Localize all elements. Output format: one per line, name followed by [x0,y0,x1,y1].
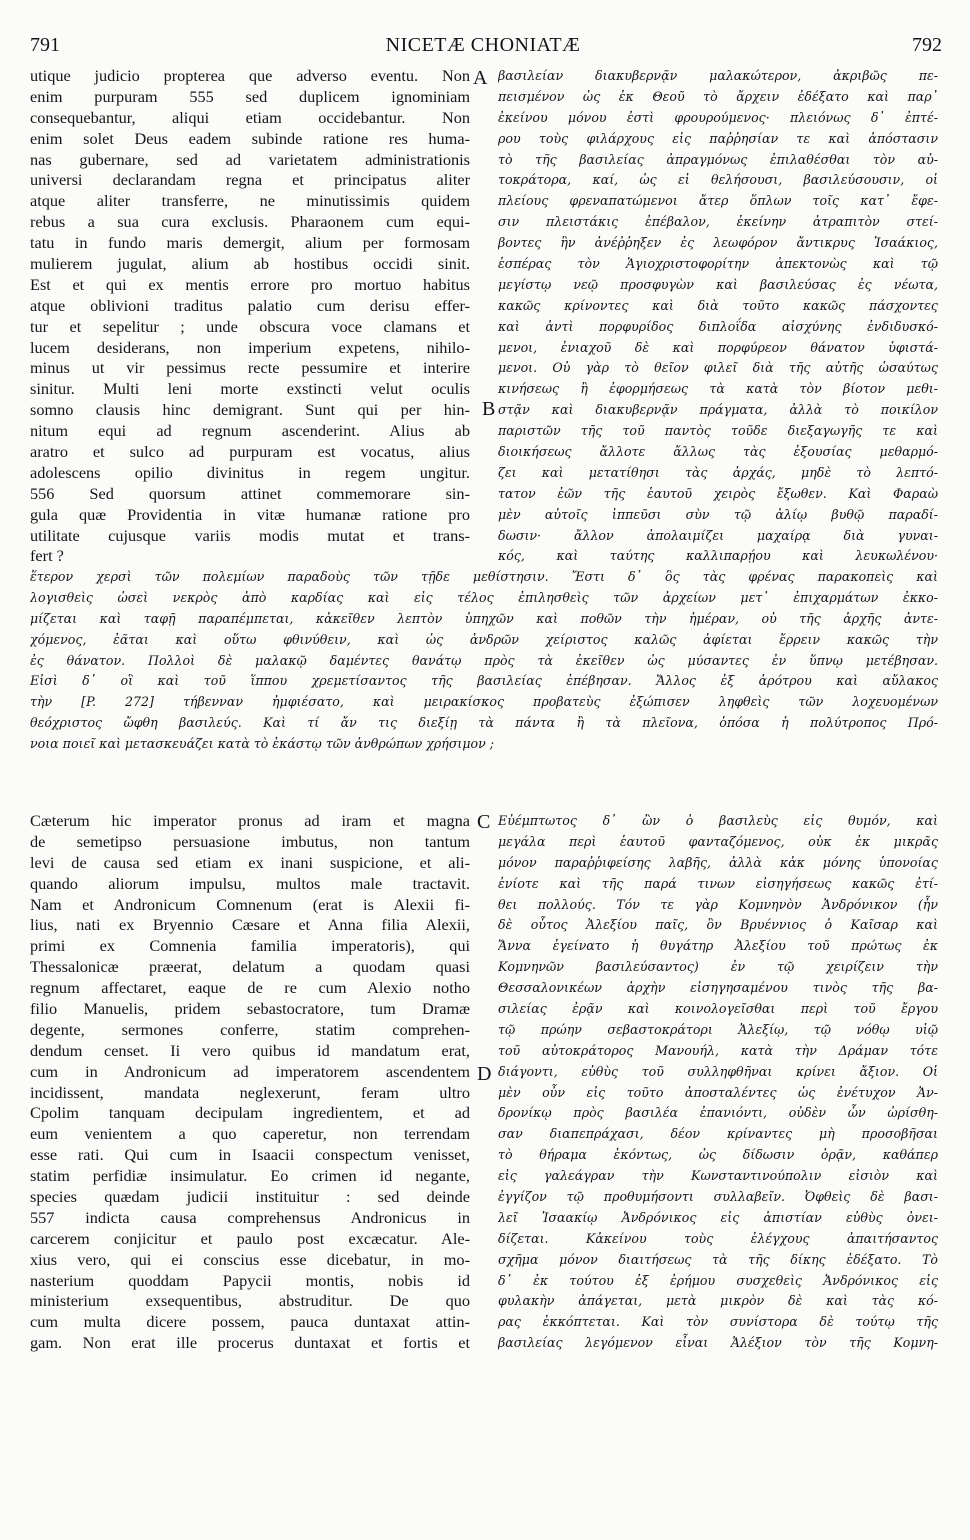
greek-text-line: μεγίστῳ νεῷ προσφυγὼν καὶ βασιλεύσας ἐς νέωτα, [498,276,938,292]
greek-text-line: καὶ ἀντὶ πορφυρίδος διπλοΐδα αἰσχύνης ἐνδιδυσκό- [498,318,938,334]
latin-text-line: Thessalonicæ præerat, delatum a quodam quasi [30,957,470,977]
greek-text-line: ἐκείνου μόνου ἐστὶ φρουρούμενος· πλειόνως δ᾽ ἐπτέ- [498,109,938,125]
latin-text-line: tatu in fundo maris demergit, alium per formosam [30,233,470,253]
latin-text-line: nitum equi ad regnum ascenderint. Alius ab [30,421,470,441]
greek-text-line: σχῆμα μόνον διαιτήσεως τὰ τῆς δίκης ἐδέξατο. Τὸ [498,1251,938,1267]
latin-text-line: 556 Sed quorsum attinet commemorare sin- [30,483,470,503]
latin-text-line: utilitate cujusque variis modis mutat et trans- [30,525,470,545]
greek-text-line: διάγοντι, εὐθὺς τοῦ συλληφθῆναι κρίνει ἄξιον. Οἱ [498,1063,938,1079]
latin-text-line: carcerem conjicitur et paulo post excæcatur. Ale- [30,1228,470,1248]
greek-text-line: εἰς γαλεάγραν τὴν Κωνσταντινούπολιν εἰσιὸν καὶ [498,1168,938,1184]
latin-text-line: lius, nati ex Bryennio Cæsare et Anna filia Alexii, [30,915,470,935]
latin-column-bottom [30,811,470,1354]
greek-text-line: τὴν [P. 272] τήβενναν ἠμφιέσατο, καὶ μειρακίσκος προβατεὺς ἐξώπισεν ληφθεὶς τῶν λοχευομένων [30,694,938,710]
latin-text-line: universi declarandam regna et principatus aliter [30,170,470,190]
greek-text-line: Θεσσαλονικέων ἀρχὴν εἰσηγησαμένου τινὸς τῆς βα- [498,980,938,996]
greek-text-line: τατον ἐῶν τῆς ἑαυτοῦ χειρὸς ἔξωθεν. Καὶ Φαραὼ [498,485,938,501]
greek-text-line: σιν πλειστάκις ἐπέβαλον, ἐκείνην ἀτραπιτὸν στεί- [498,214,938,230]
greek-text-line: ἐνίοτε καὶ τῆς παρά τινων εἰσηγήσεως κακῶς ἐτί- [498,875,938,891]
latin-text-line: consequebantur, aliqui etiam occidebantur. Non [30,107,470,127]
latin-text-line: mulierem jugulat, alium ab hostibus occidi sinit. [30,254,470,274]
latin-text-line: Cæterum hic imperator pronus ad iram et magna [30,811,470,830]
greek-text-line: ρας ἐκκόπτεται. Καὶ τὸν συνίστορα δὲ τούτῳ τῆς [498,1314,938,1330]
greek-text-line: πλείους φρεναπατώμενοι ἄτερ ὅπλων τοῖς κατ᾽ ἔφε- [498,193,938,209]
greek-text-line: στᾷν καὶ διακυβερνᾷν πράγματα, ἀλλὰ τὸ ποικίλον [498,402,938,418]
greek-text-line: ζει καὶ μετατίθησι τὰς ἀρχάς, μηδὲ τὸ λεπτό- [498,464,938,480]
greek-text-line: θει πολλούς. Τόν τε γὰρ Κομνηνὸν Ἀνδρόνικον (ἦν [498,896,938,912]
latin-text-line: species quædam judicii instituitur : sed deinde [30,1187,470,1207]
latin-text-line: quando aliorum impulsu, multos male tractavit. [30,873,470,893]
greek-text-line: βασιλείαν διακυβερνᾷν μαλακώτερον, ἀκριβῶς πε- [498,68,938,83]
greek-text-line: λεῖ Ἰσαακίῳ Ἀνδρόνικος εἰς ἀπιστίαν εὐθὺς ὀνει- [498,1209,938,1225]
latin-text-line: filio Manuelis, pridem sebastocratore, tum Dramæ [30,999,470,1019]
running-header [24,34,942,64]
latin-text-line: Nam et Andronicum Comnenum (erat is Alexii fi- [30,894,470,914]
margin-marker-a: A [473,67,488,89]
greek-text-line: ρου τοὺς φιλάρχους εἰς παῤῥησίαν τε καὶ ἀπόστασιν [498,130,938,146]
greek-text-line: κακῶς κρίνοντες καὶ διὰ τοῦτο κακῶς πάσχοντες [498,297,938,313]
greek-text-line: τοκράτορα, καί, ὡς εἰ θελήσουσι, βασιλεύσουσιν, οἱ [498,172,938,188]
latin-text-line: degente, sermones conferre, statim comprehen- [30,1019,470,1039]
greek-text-line: ἕτερον χερσὶ τῶν πολεμίων παραδοὺς τῶν τῇδε μεθίστησιν. Ἔστι δ᾽ ὃς τὰς φρένας παρακοπεὶς καὶ [30,569,938,584]
latin-text-line: lucem desiderans, non imperium expetens, nihilo- [30,337,470,357]
greek-text-line: τὸ τῆς βασιλείας ἀπραγμόνως ἐπιλαθέσθαι τὸν αὐ- [498,151,938,167]
greek-text-line: παριστῶν τῆς τοῦ παντὸς τοῦδε διεξαγωγῆς τε καὶ [498,423,938,439]
greek-text-line: Εὐέμπτωτος δ᾽ ὢν ὁ βασιλεὺς εἰς θυμόν, καὶ [498,813,938,828]
latin-text-line: utique judicio propterea que adverso eventu. Non [30,66,470,85]
page-number-right: 792 [912,34,942,56]
latin-text-line: Cpolim tanquam decipulam ingredientem, et ad [30,1103,470,1123]
latin-text-line: nasterium quoddam Papycii montis, nobis id [30,1270,470,1290]
latin-text-line: nas gubernare, sed ad varietatem administrationis [30,149,470,169]
latin-text-line: xius vero, qui ei conscius esse dicebatur, in mo- [30,1249,470,1269]
greek-text-line: βοντες ἣν ἀνέῤῥηξεν ἐς λεωφόρον ἄντικρυς Ἰσαάκιος, [498,235,938,251]
latin-text-line: gam. Non erat ille procerus duntaxat et fortis et [30,1333,470,1353]
greek-text-line: διοικήσεως ἄλλοτε ἄλλως τὰς ἐξουσίας μεθαρμό- [498,444,938,460]
latin-text-line: gula quæ Providentia in vitæ humanæ ratione pro [30,504,470,524]
running-title: NICETÆ CHONIATÆ [385,34,581,56]
greek-text-line: δὲ οὗτος Ἀλεξίου παῖς, ὃν Βρυέννιος ὁ Καῖσαρ καὶ [498,917,938,933]
greek-text-line: μενοι, ἐνιαχοῦ δὲ καὶ πορφύρεον θάνατον ὑφιστά- [498,339,938,355]
greek-text-line: πεισμένον ὡς ἐκ Θεοῦ τὸ ἄρχειν ἐδέξατο καὶ παρ᾽ [498,88,938,104]
greek-text-line: ἑσπέρας τὸν Ἁγιοχριστοφορίτην ἀπεκτονὼς καὶ τῷ [498,256,938,272]
greek-column-top [498,66,938,567]
latin-text-line: cum multa dicere possem, pauca duntaxat attin- [30,1312,470,1332]
latin-text-line: levi de causa sed etiam ex inani suspicione, et ali- [30,852,470,872]
page-number-left: 791 [30,34,60,56]
greek-text-line: ἐς θάνατον. Πολλοὶ δὲ μαλακῷ δαμέντες θανάτῳ πρὸς τὰ ἐκεῖθεν ὡς μύσαντες ἐν ὕπνῳ μετέβησαν. [30,652,938,668]
greek-text-line: Ἄννα ἐγείνατο ἡ θυγάτηρ Ἀλεξίου τοῦ πρώτως ἐκ [498,938,938,954]
greek-text-line: βασιλείας λεγόμενον εἶναι Ἀλέξιον τὸν τῆς Κομνη- [498,1335,938,1351]
latin-text-line: sinitur. Multi leni morte exstincti velut oculis [30,379,470,399]
greek-text-line: τῷ πρώην σεβαστοκράτορι Ἀλεξίῳ, τῷ νόθῳ υἱῷ [498,1021,938,1037]
latin-text-line: minus ut vir pessimus recte pessumire et interire [30,358,470,378]
latin-text-line: esse rati. Qui cum in Isaacii conspectum venisset, [30,1145,470,1165]
greek-column-bottom [498,811,938,1354]
latin-text-line: regnum affectaret, eaque de re cum Alexio notho [30,978,470,998]
latin-text-line: atque aliter transferre, ne minutissimis quidem [30,191,470,211]
latin-text-line: primi ex Comnenia familia imperatoris), qui [30,936,470,956]
latin-text-line: adolescens opilio divinitus in regem ungitur. [30,462,470,482]
latin-text-line: cum in Andronicum ad imperatorem ascendentem [30,1061,470,1081]
greek-text-line: φυλακὴν ἀπάγεται, μετὰ μικρὸν δὲ καὶ τὰς κό- [498,1293,938,1309]
latin-text-line: aratro et sulco ad purpuram est vocatus, alius [30,442,470,462]
margin-marker-d: D [477,1063,492,1085]
greek-text-line: νοια ποιεῖ καὶ μετασκευάζει κατὰ τὸ ἑκάστῳ τῶν ἀνθρώπων χρήσιμον ; [30,736,495,752]
latin-text-line: enim solet Deus eadem subinde ratione res huma- [30,128,470,148]
greek-text-line: σαν διαπεπράχασι, δέον κρίναντες μὴ προσοβῆσαι [498,1126,938,1142]
greek-text-line: μὲν οὖν εἰς τοῦτο ἀποσταλέντες ὡς ἐνέτυχον Ἀν- [498,1084,938,1100]
greek-text-line: χόμενος, ἐᾶται καὶ οὕτω φθινύθειν, καὶ ὡς ἀνδρῶν χείριστος καλῶς ἀφίεται ἔρρειν κακῶς τὴν [30,631,938,647]
latin-text-line: somno clausis hinc demigrant. Sunt qui per hin- [30,400,470,420]
latin-text-line: fert ? [30,546,64,566]
margin-marker-b: B [482,398,496,420]
greek-text-line: κός, καὶ ταύτης καλλιπαρῄου καὶ λευκωλένου· [498,548,938,564]
greek-text-line: δ᾽ ἐκ τούτου ἐξ ἐρήμου συσχεθεὶς Ἀνδρόνικος εἰς [498,1272,938,1288]
greek-text-line: λογισθεὶς ὡσεὶ νεκρὸς ἀπὸ καρδίας καὶ εἰς τέλος ἐπιλησθεὶς τῶν ἀρχείων μετ᾽ ἐπιχαρμάτων ἐκκο- [30,589,938,605]
latin-text-line: 557 indicta causa comprehensus Andronicus in [30,1207,470,1227]
greek-text-line: Εἰσὶ δ᾽ οἳ καὶ τοῦ ἵππου χρεμετίσαντος τῆς βασιλείας ἐπέβησαν. Ἄλλος ἐξ ἀρότρου καὶ αὔλακος [30,673,938,689]
latin-text-line: dendum censet. Ii vero quibus id mandatum erat, [30,1040,470,1060]
greek-text-line: κινήσεως ἢ ἐφορμήσεως τὰ κατὰ τὸν βίοτον μεθι- [498,381,938,397]
margin-marker-c: C [477,811,491,833]
latin-text-line: tur et sepelitur ; unde obscura voce clamans et [30,316,470,336]
greek-text-line: μίζεται καὶ ταφῇ παραπέμπεται, κἀκεῖθεν λεπτὸν ὑπηχῶν καὶ ποθῶν τὴν ἡμέραν, οὐ τῆς ἀρχῆς ἀντε- [30,610,938,626]
latin-column-top [30,66,470,567]
latin-text-line: incidissent, mandata neglexerunt, feram ultro [30,1082,470,1102]
latin-text-line: Est et qui ex mentis errore pro mortuo habitus [30,274,470,294]
greek-text-line: ἐγγίζον τῷ προθυμήσοντι συλλαβεῖν. Ὀφθεὶς δὲ βασι- [498,1189,938,1205]
greek-text-line: μενοι. Οὐ γὰρ τὸ θεῖον φιλεῖ διὰ τῆς αὐτῆς ὡσαύτως [498,360,938,376]
greek-text-line: μεγάλα περὶ ἑαυτοῦ φανταζόμενος, οὐκ ἐκ μικρᾶς [498,833,938,849]
latin-text-line: statim perfidiæ insimulatur. Eo crimen id negante, [30,1166,470,1186]
greek-text-line: μὲν αὐτοῖς ἱππεῦσι σὺν τῷ ἁλίῳ βυθῷ παραδί- [498,506,938,522]
latin-text-line: de semetipso persuasione imbutus, non tantum [30,831,470,851]
greek-full-width-block [30,567,938,755]
greek-text-line: τοῦ αὐτοκράτορος Μανουήλ, κατὰ τὴν Δράμαν τότε [498,1042,938,1058]
greek-text-line: μόνον παραῤῥιφείσης λαβῆς, ἀλλὰ κἀκ μόνης ὑπονοίας [498,854,938,870]
greek-text-line: θεόχριστος ὤφθη βασιλεύς. Καὶ τί ἄν τις διεξίῃ τὰ πάντα ἢ τὰ πλεῖονα, ὁπόσα ἡ πολύτροπος Πρό- [30,715,938,731]
latin-text-line: atque oblivioni traditus palatio cum derisu effer- [30,295,470,315]
greek-text-line: δρονίκῳ πρὸς βασιλέα ἐπανιόντι, οὐδὲν ὧν ὡρίσθη- [498,1105,938,1121]
greek-text-line: δίζεται. Κἀκείνου τοὺς ἐλέγχους ἀπαιτήσαντος [498,1230,938,1246]
latin-text-line: ministerium exsequentibus, abstruditur. De quo [30,1291,470,1311]
greek-text-line: Κομνηνῶν βασιλεύσαντος) ἐν τῷ χειρίζειν τὴν [498,959,938,975]
latin-text-line: rebus a sua cura exclusis. Pharaonem cum equi- [30,212,470,232]
latin-text-line: enim purpuram 555 sed duplicem ignominiam [30,86,470,106]
greek-text-line: τὸ θήραμα ἑκόντως, ὡς δίδωσιν ὁρᾷν, καθάπερ [498,1147,938,1163]
greek-text-line: δωσιν· ἄλλον ἀπολαιμίζει μαχαίρᾳ διὰ γυναι- [498,527,938,543]
latin-text-line: eum venientem a quo caperetur, non terrendam [30,1124,470,1144]
greek-text-line: σιλείας ἐρᾷν καὶ κοινολογεῖσθαι περὶ τοῦ ἔργου [498,1001,938,1017]
